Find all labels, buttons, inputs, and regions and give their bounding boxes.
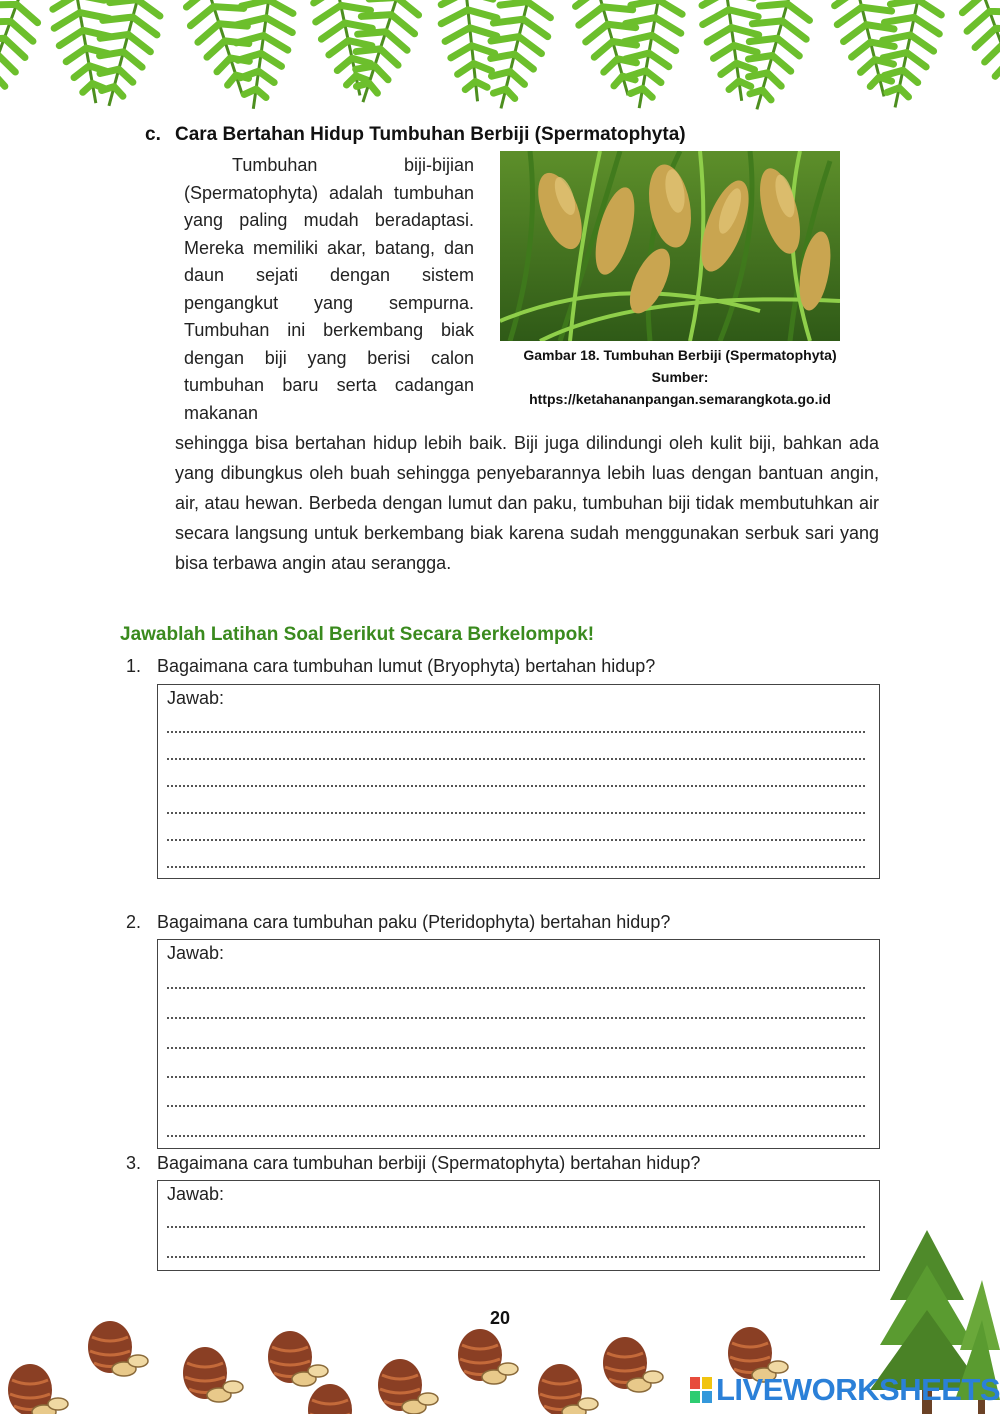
intro-paragraph: Tumbuhan biji-bijian (Spermatophyta) adalah tumbuhan yang paling mudah beradaptasi. Mereka memiliki akar, batang, dan daun sejati dengan sistem pengangkut yang sempurna. Tumbuhan ini berkembang biak dengan biji yang berisi calon tumbuhan baru serta cadangan makanan: [184, 155, 474, 423]
answer-line: [167, 1017, 865, 1019]
question-1: [126, 656, 655, 677]
answer-box-3[interactable]: [157, 1180, 880, 1271]
figure-source-label: Sumber:: [651, 369, 709, 385]
answer-line: [167, 839, 865, 841]
liveworksheets-logo-icon: [690, 1377, 712, 1403]
figure-source-url: https://ketahananpangan.semarangkota.go.id: [529, 391, 831, 407]
question-2-text: Bagaimana cara tumbuhan paku (Pteridophyta) bertahan hidup?: [157, 912, 671, 932]
question-2: [126, 912, 670, 933]
answer-line: [167, 1226, 865, 1228]
answer-label-3: Jawab:: [167, 1184, 225, 1204]
question-2-number: 2.: [126, 912, 142, 932]
answer-line: [167, 1047, 865, 1049]
section-title-text: Cara Bertahan Hidup Tumbuhan Berbiji (Spermatophyta): [175, 124, 686, 145]
answer-line: [167, 1105, 865, 1107]
liveworksheets-watermark: [690, 1372, 1000, 1408]
answer-line: [167, 1256, 865, 1258]
question-3-number: 3.: [126, 1153, 142, 1173]
answer-line: [167, 866, 865, 868]
answer-box-2[interactable]: [157, 939, 880, 1149]
question-3: [126, 1153, 700, 1174]
answer-line: [167, 1076, 865, 1078]
section-letter: c.: [145, 124, 161, 145]
figure-caption-title: Gambar 18. Tumbuhan Berbiji (Spermatophyta): [523, 347, 837, 363]
watermark-text: LIVEWORKSHEETS: [716, 1372, 1000, 1407]
answer-line: [167, 987, 865, 989]
exercise-heading: Jawablah Latihan Soal Berikut Secara Berkelompok!: [120, 624, 595, 645]
section-title: [145, 124, 686, 146]
answer-label-2: Jawab:: [167, 943, 225, 963]
answer-line: [167, 1135, 865, 1137]
answer-line: [167, 785, 865, 787]
answer-line: [167, 731, 865, 733]
rice-plant-photo: [500, 151, 840, 341]
answer-line: [167, 758, 865, 760]
question-1-number: 1.: [126, 656, 142, 676]
continuation-paragraph: sehingga bisa bertahan hidup lebih baik. Biji juga dilindungi oleh kulit biji, bahkan ada yang dibungkus oleh buah sehingga penyebarannya lebih luas dengan bantuan angin, air, atau hewan. Berbeda dengan lumut dan paku, tumbuhan biji tidak membutuhkan air secara langsung untuk berkembang biak karena sudah menggunakan serbuk sari yang bisa terbawa angin atau serangga.: [175, 433, 879, 573]
page-number: 20: [489, 1308, 511, 1328]
figure-caption: [480, 344, 880, 410]
answer-line: [167, 812, 865, 814]
question-3-text: Bagaimana cara tumbuhan berbiji (Spermatophyta) bertahan hidup?: [157, 1153, 701, 1173]
fern-border-decoration: [0, 0, 1000, 140]
answer-label-1: Jawab:: [167, 688, 225, 708]
question-1-text: Bagaimana cara tumbuhan lumut (Bryophyta) bertahan hidup?: [157, 656, 656, 676]
answer-box-1[interactable]: [157, 684, 880, 879]
